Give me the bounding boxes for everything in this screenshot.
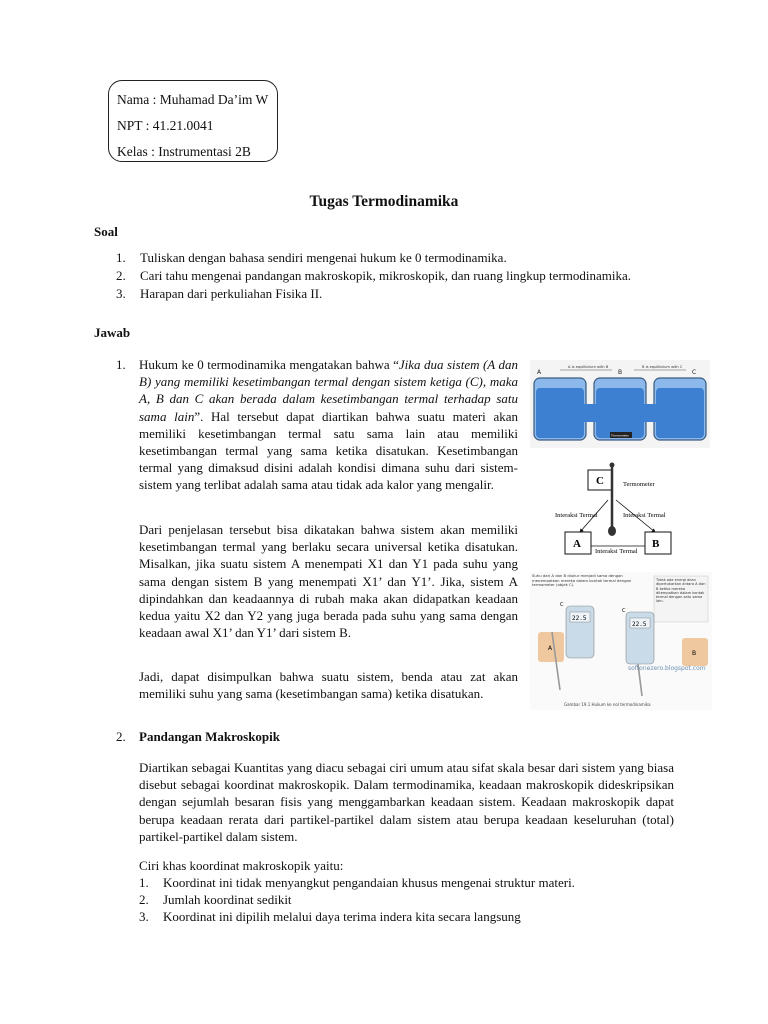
law-statement: Jika dua sistem (A dan B) yang memiliki kesetimbangan termal dengan sistem ketiga (C), maka A, B dan C akan berada dalam kesetimbangan termal terhadap satu sama lain [139,357,518,424]
thermometer-label: Thermometer [611,434,629,438]
bottom-interaction: Interaksi Termal [595,548,638,555]
thermometer-text: Termometer [623,481,655,488]
item-text: Jumlah koordinat sedikit [163,892,292,907]
figure-caption: Gambar 19.1 Hukum ke nol termodinamika [564,702,651,707]
answer-number: 2. [116,729,126,744]
ciri-list [139,857,674,925]
reading-2: 22.5 [632,621,647,628]
answer-number: 1. [116,357,126,372]
reading-1: 22.5 [572,615,587,622]
thermometer-bulb [608,526,616,536]
note-right: Tidak ada energi akan dipertukarkan antara A dan B ketika mereka ditempatkan dalam kontak termal dengan satu sama lain. [656,578,706,604]
item-number: 1. [116,250,126,265]
list-item [139,891,674,908]
connector-ab [584,404,596,422]
box-a-label: A [573,538,581,550]
thermal-interaction-diagram [545,460,705,560]
list-item [116,286,676,302]
soal-heading: Soal [94,224,118,239]
makro-paragraph: Diartikan sebagai Kuantitas yang diacu sebagai ciri umum atau sifat skala besar dari sistem yang biasa disebut sebagai koordinat makroskopik. Dalam termodinamika, keadaan makroskopik dideskripsikan dengan sejumlah besaran fisis yang menggambarkan keadaan sistem. Keadaan makroskopik dapat berupa keadaan rerata dari partikel-partikel dalam sistem atau berupa keadaan keseluruhan (total) partikel-partikel dalam sistem. [139,760,674,844]
right-interaction: Interaksi Termal [623,512,666,519]
list-item [116,250,676,266]
item-number: 3. [139,909,149,924]
watermark: softonezero.blogspot.com [628,665,706,672]
block-a-label: A [548,645,553,652]
makro-heading: Pandangan Makroskopik [139,729,281,744]
block-b-label: B [692,650,697,657]
jawab-heading: Jawab [94,325,131,340]
item-number: 2. [116,268,126,283]
item-number: 2. [139,892,149,907]
item-text: Tuliskan dengan bahasa sendiri mengenai hukum ke 0 termodinamika. [140,250,507,265]
text-segment: Hukum ke 0 termodinamika mengatakan bahwa “ [139,357,399,372]
item-text: Harapan dari perkuliahan Fisika II. [140,286,323,301]
label-b: B [618,369,623,376]
student-npt: NPT : 41.21.0041 [117,118,214,133]
student-class: Kelas : Instrumentasi 2B [117,144,251,159]
caption-ab: A is equilibrium with B [568,365,609,369]
water-a [536,388,584,438]
item-text: Koordinat ini dipilih melalui daya terima indera kita secara langsung [163,909,521,924]
list-item [139,874,674,891]
answer-1-paragraph-3: Jadi, dapat disimpulkan bahwa suatu sistem, benda atau zat akan memiliki suhu yang sama (kesetimbangan sama) ketika disatukan. [139,669,518,702]
water-b [596,388,644,438]
label-c: C [692,369,697,376]
answer-1-paragraph-1 [139,356,518,494]
item-number: 1. [139,875,149,890]
soal-list [116,250,676,304]
answer-1-paragraph-2: Dari penjelasan tersebut bisa dikatakan bahwa sistem akan memiliki kesetimbangan termal yang berlaku secara universal ketika disatukan. Misalkan, jika suatu sistem A menempati X1 dan Y1 pada suhu yang sama dengan sistem B yang menempati X1’ dan Y1’. Jika, sistem A dipindahkan dan keadaannya di rubah maka akan didapatkan keadaan kedua yaitu X2 dan Y2 yang juga berada pada suhu yang sama dengan keadaan awal X1’ dan Y1’ dari sistem B. [139,522,518,641]
item-number: 3. [116,286,126,301]
zeroth-law-illustration [530,572,712,710]
caption-bc: B is equilibrium with C [642,365,683,369]
label-a: A [537,369,542,376]
box-c-label: C [596,475,604,487]
left-interaction: Interaksi Termal [555,512,598,519]
item-text: Koordinat ini tidak menyangkut pengandaian khusus mengenai struktur materi. [163,875,575,890]
item-text: Cari tahu mengenai pandangan makroskopik, mikroskopik, dan ruang lingkup termodinamika. [140,268,632,283]
student-info-box [108,80,278,162]
box-b-label: B [652,538,660,550]
list-item [116,268,676,284]
ciri-intro: Ciri khas koordinat makroskopik yaitu: [139,858,344,873]
water-c [656,388,704,438]
note-left: Suhu dari A dan B diukur menjadi sama dengan menempatkan mereka dalam kontak termal dengan termometer (objek C). [532,574,632,587]
page-title: Tugas Termodinamika [309,193,459,210]
list-item [139,908,674,925]
c2-label: C [622,608,626,614]
beaker-figure [530,360,710,448]
student-name: Nama : Muhamad Da’im W [117,92,269,107]
c1-label: C [560,602,564,608]
text-segment: ”. Hal tersebut dapat diartikan bahwa suatu materi akan memiliki kesetimbangan termal satu sama lain atau memiliki kesetimbangan termal yang sama ketika disatukan. Kesetimbangan termal yang dimaksud disini adalah kondisi dimana suhu dari sistem-sistem yang terlibat adalah sama atau tidak ada kalor yang mengalir. [139,408,518,493]
connector-bc [644,404,656,422]
